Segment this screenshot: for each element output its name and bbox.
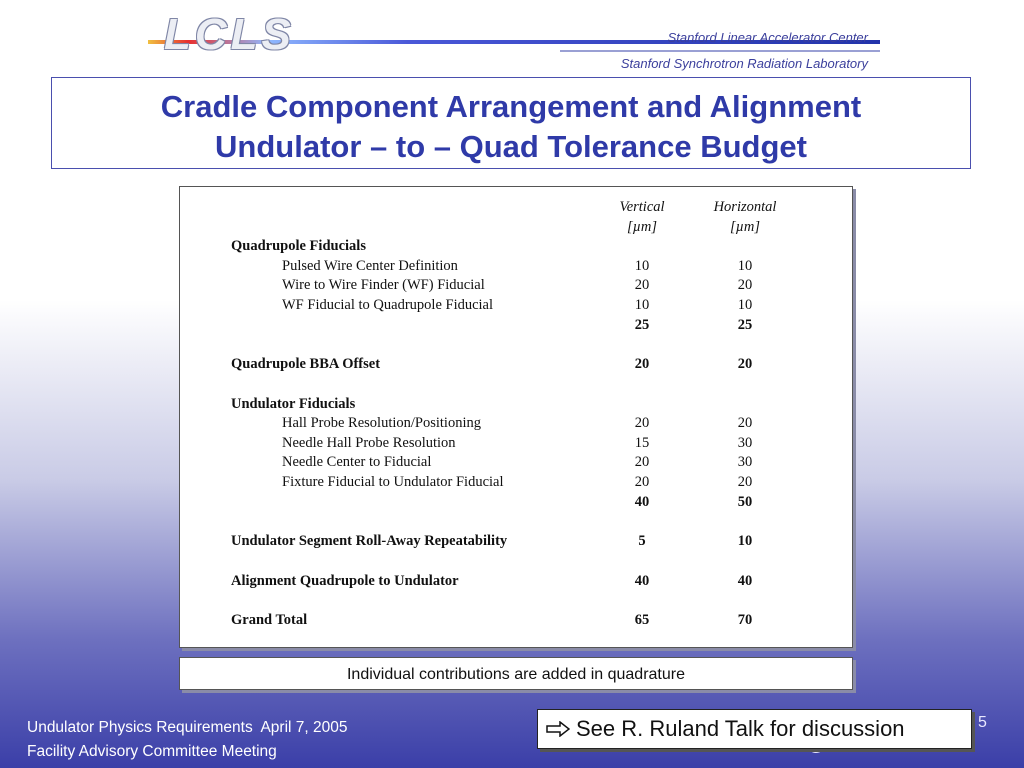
row-label: Alignment Quadrupole to Undulator — [231, 573, 459, 589]
col-header-horizontal: Horizontal — [713, 199, 777, 215]
right-arrow-icon — [546, 711, 570, 749]
row-label: Grand Total — [231, 612, 308, 628]
table-row — [180, 238, 852, 258]
tolerance-table — [179, 186, 853, 648]
row-label: Pulsed Wire Center Definition — [282, 258, 458, 274]
page-number: 5 — [978, 714, 987, 731]
horizontal-value: 10 — [737, 297, 753, 313]
row-label: Fixture Fiducial to Undulator Fiducial — [282, 474, 504, 490]
subtotal-row — [180, 317, 852, 337]
footer-line-2: Facility Advisory Committee Meeting — [27, 743, 277, 760]
horizontal-value: 20 — [737, 277, 753, 293]
horizontal-subtotal: 25 — [737, 317, 753, 333]
row-label: Wire to Wire Finder (WF) Fiducial — [282, 277, 485, 293]
unit-horizontal: [µm] — [729, 219, 761, 235]
vertical-value: 20 — [634, 474, 650, 490]
header-band — [0, 0, 1024, 78]
table-row — [180, 396, 852, 416]
table-unit-row — [180, 219, 852, 239]
vertical-value: 10 — [634, 258, 650, 274]
vertical-value: 10 — [634, 297, 650, 313]
horizontal-value: 30 — [737, 435, 753, 451]
table-row — [180, 573, 852, 593]
horizontal-value: 10 — [737, 533, 753, 549]
unit-vertical: [µm] — [626, 219, 658, 235]
horizontal-value: 10 — [737, 258, 753, 274]
grand-total-row — [180, 612, 852, 632]
ruland-talk-callout — [537, 709, 972, 749]
vertical-value: 15 — [634, 435, 650, 451]
org-divider — [560, 50, 880, 52]
vertical-subtotal: 40 — [634, 494, 650, 510]
section-label: Undulator Fiducials — [231, 396, 356, 412]
footer-line-1: Undulator Physics Requirements April 7, 2005 — [27, 719, 348, 736]
vertical-value: 40 — [634, 573, 650, 589]
footer-text — [27, 716, 348, 764]
row-label: WF Fiducial to Quadrupole Fiducial — [282, 297, 494, 313]
table-row — [180, 454, 852, 474]
vertical-subtotal: 25 — [634, 317, 650, 333]
col-header-vertical: Vertical — [619, 199, 665, 215]
logo-text: LCLS — [164, 10, 295, 59]
vertical-value: 20 — [634, 415, 650, 431]
horizontal-value: 40 — [737, 573, 753, 589]
horizontal-value: 30 — [737, 454, 753, 470]
table-row — [180, 258, 852, 278]
row-label: Needle Hall Probe Resolution — [282, 435, 456, 451]
table-row — [180, 277, 852, 297]
table-header-row — [180, 199, 852, 219]
org-name-slac: Stanford Linear Accelerator Center — [667, 30, 868, 45]
callout-text: See R. Ruland Talk for discussion — [576, 716, 905, 741]
org-name-ssrl: Stanford Synchrotron Radiation Laboratory — [620, 56, 868, 71]
horizontal-grand-total: 70 — [737, 612, 753, 628]
horizontal-value: 20 — [737, 356, 753, 372]
table-row — [180, 297, 852, 317]
table-row — [180, 435, 852, 455]
slide-title — [51, 77, 971, 169]
row-label: Hall Probe Resolution/Positioning — [282, 415, 481, 431]
lcls-logo — [158, 10, 295, 64]
vertical-grand-total: 65 — [634, 612, 650, 628]
vertical-value: 20 — [634, 277, 650, 293]
row-label: Needle Center to Fiducial — [282, 454, 432, 470]
row-label: Quadrupole BBA Offset — [231, 356, 381, 372]
vertical-value: 20 — [634, 454, 650, 470]
vertical-value: 5 — [638, 533, 646, 549]
table-row — [180, 415, 852, 435]
table-row — [180, 356, 852, 376]
row-label: Undulator Segment Roll-Away Repeatability — [231, 533, 508, 549]
title-line-2: Undulator – to – Quad Tolerance Budget — [215, 129, 807, 164]
title-line-1: Cradle Component Arrangement and Alignment — [160, 89, 862, 124]
table-row — [180, 474, 852, 494]
horizontal-value: 20 — [737, 415, 753, 431]
subtotal-row — [180, 494, 852, 514]
section-label: Quadrupole Fiducials — [231, 238, 366, 254]
horizontal-subtotal: 50 — [737, 494, 753, 510]
table-row — [180, 533, 852, 553]
horizontal-value: 20 — [737, 474, 753, 490]
quadrature-note: Individual contributions are added in quadrature — [179, 657, 853, 690]
vertical-value: 20 — [634, 356, 650, 372]
